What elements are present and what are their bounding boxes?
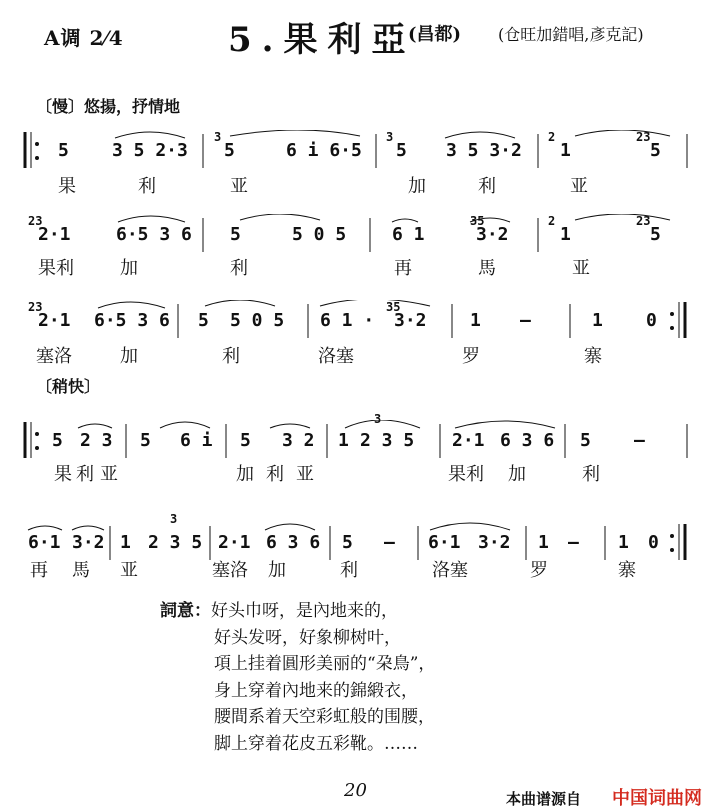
note: 1	[592, 310, 603, 331]
note: 2·1	[218, 532, 251, 553]
notation-row-4	[0, 412, 710, 460]
note: 1	[560, 224, 571, 245]
source-label: 本曲谱源自	[506, 790, 582, 808]
lyric: 亚	[120, 560, 138, 581]
notation-row-2	[0, 214, 710, 254]
lyric: 亚	[570, 176, 588, 197]
note: 6·1	[428, 532, 461, 553]
lyric: 加	[120, 346, 138, 367]
note: 0	[648, 532, 659, 553]
note: 5	[52, 430, 63, 451]
lyric: 果	[58, 176, 76, 197]
note: 5	[140, 430, 151, 451]
lyric: 利	[222, 346, 240, 367]
note: 6·1	[28, 532, 61, 553]
grace-note: 35	[470, 214, 485, 228]
note: 3 5 2·3	[112, 140, 188, 161]
lyric: 利	[230, 258, 248, 279]
lyrics-row-2	[0, 254, 710, 280]
note: 2 3 5	[148, 532, 203, 553]
lyric: 利	[76, 464, 94, 485]
lyric: 利	[478, 176, 496, 197]
song-region: (昌都)	[408, 24, 462, 45]
note: 1	[618, 532, 629, 553]
verse-line: 好头发呀，好象柳树叶，	[214, 627, 401, 648]
note: 5	[396, 140, 407, 161]
note: 5	[240, 430, 251, 451]
page-number: 20	[344, 780, 367, 801]
lyric: 利	[340, 560, 358, 581]
note: 5	[650, 224, 661, 245]
lyric: 塞洛	[36, 346, 72, 367]
verse-block	[160, 598, 435, 757]
lyric: 亚	[296, 464, 314, 485]
lyric: 亚	[100, 464, 118, 485]
note: 6·5 3 6	[116, 224, 192, 245]
note: 3 5 3·2	[446, 140, 522, 161]
note: —	[568, 532, 579, 553]
grace-note: 35	[386, 300, 401, 314]
note: 6 3 6	[500, 430, 555, 451]
triplet-mark: 3	[170, 512, 178, 526]
lyric: 洛塞	[432, 560, 468, 581]
song-title: 5.果利亞	[228, 20, 416, 60]
lyric: 果利	[448, 464, 484, 485]
grace-note: 23	[28, 214, 43, 228]
grace-note: 23	[636, 214, 651, 228]
note: 5 0 5	[292, 224, 347, 245]
lyric: 果	[54, 464, 72, 485]
lyric: 罗	[530, 560, 548, 581]
verse-line: 身上穿着內地来的錦緞衣，	[214, 680, 418, 701]
verse-line: 脚上穿着花皮五彩靴。……	[214, 733, 418, 754]
note: 2·1	[38, 310, 71, 331]
note: 1	[560, 140, 571, 161]
lyric: 利	[266, 464, 284, 485]
lyric: 加	[508, 464, 526, 485]
grace-note: 2	[548, 130, 556, 144]
note: —	[634, 430, 645, 451]
lyrics-row-1	[0, 172, 710, 198]
lyric: 寨	[584, 346, 602, 367]
lyrics-row-5	[0, 556, 710, 582]
lyric: 加	[120, 258, 138, 279]
note: 2·1	[38, 224, 71, 245]
note: 3·2	[478, 532, 511, 553]
note: 5	[224, 140, 235, 161]
lyric: 洛塞	[318, 346, 354, 367]
lyric: 加	[268, 560, 286, 581]
note: 5	[58, 140, 69, 161]
lyric: 罗	[462, 346, 480, 367]
note: 3·2	[394, 310, 427, 331]
verse-line: 項上挂着圓形美丽的“朶鳥”，	[214, 654, 436, 674]
lyrics-row-3	[0, 342, 710, 368]
site-watermark[interactable]: 中国词曲网	[612, 788, 702, 809]
note: 5 0 5	[230, 310, 285, 331]
note: 5	[650, 140, 661, 161]
grace-note: 2	[548, 214, 556, 228]
lyric: 再	[30, 560, 48, 581]
grace-note: 23	[28, 300, 43, 314]
note: 1	[120, 532, 131, 553]
note: 2 3 5	[360, 430, 415, 451]
note: 0	[646, 310, 657, 331]
notation-row-3	[0, 300, 710, 340]
grace-note: 3	[214, 130, 222, 144]
note: 3·2	[476, 224, 509, 245]
note: 6 1	[392, 224, 425, 245]
grace-note: 23	[636, 130, 651, 144]
triplet-mark: 3	[374, 412, 382, 426]
lyric: 塞洛	[212, 560, 248, 581]
note: 6 1 ·	[320, 310, 375, 331]
note: 2 3	[80, 430, 113, 451]
key-meter: A调 2⁄4	[44, 26, 124, 50]
lyric: 果利	[38, 258, 74, 279]
note: 6 3 6	[266, 532, 321, 553]
lyric: 馬	[478, 258, 496, 279]
verse-label: 詞意：	[160, 601, 211, 621]
note: 6 i	[180, 430, 213, 451]
note: —	[520, 310, 531, 331]
note: 5	[198, 310, 209, 331]
note: 3·2	[72, 532, 105, 553]
grace-note: 3	[386, 130, 394, 144]
lyric: 寨	[618, 560, 636, 581]
lyric: 馬	[72, 560, 90, 581]
barlines-row-2	[0, 214, 710, 254]
lyric: 亚	[572, 258, 590, 279]
note: —	[384, 532, 395, 553]
note: 5	[230, 224, 241, 245]
lyrics-row-4	[0, 460, 710, 486]
note: 1	[470, 310, 481, 331]
verse-line: 好头巾呀，是內地来的，	[211, 601, 398, 621]
lyric: 亚	[230, 176, 248, 197]
note: 6·5 3 6	[94, 310, 170, 331]
lyric: 利	[138, 176, 156, 197]
song-credit: (仓旺加錯唱,彥克記)	[498, 25, 644, 44]
verse-line: 腰間系着天空彩虹般的围腰，	[214, 707, 435, 727]
note: 3 2	[282, 430, 315, 451]
note: 1	[538, 532, 549, 553]
lyric: 加	[408, 176, 426, 197]
notation-row-1	[0, 130, 710, 170]
note: 6 i 6·5	[286, 140, 362, 161]
note: 5	[580, 430, 591, 451]
note: 1	[338, 430, 349, 451]
tempo-mark-slow: 〔慢〕悠揚，抒情地	[36, 97, 181, 116]
note: 5	[342, 532, 353, 553]
lyric: 再	[394, 258, 412, 279]
lyric: 加	[236, 464, 254, 485]
tempo-mark-faster: 〔稍快〕	[36, 377, 101, 396]
note: 2·1	[452, 430, 485, 451]
lyric: 利	[582, 464, 600, 485]
